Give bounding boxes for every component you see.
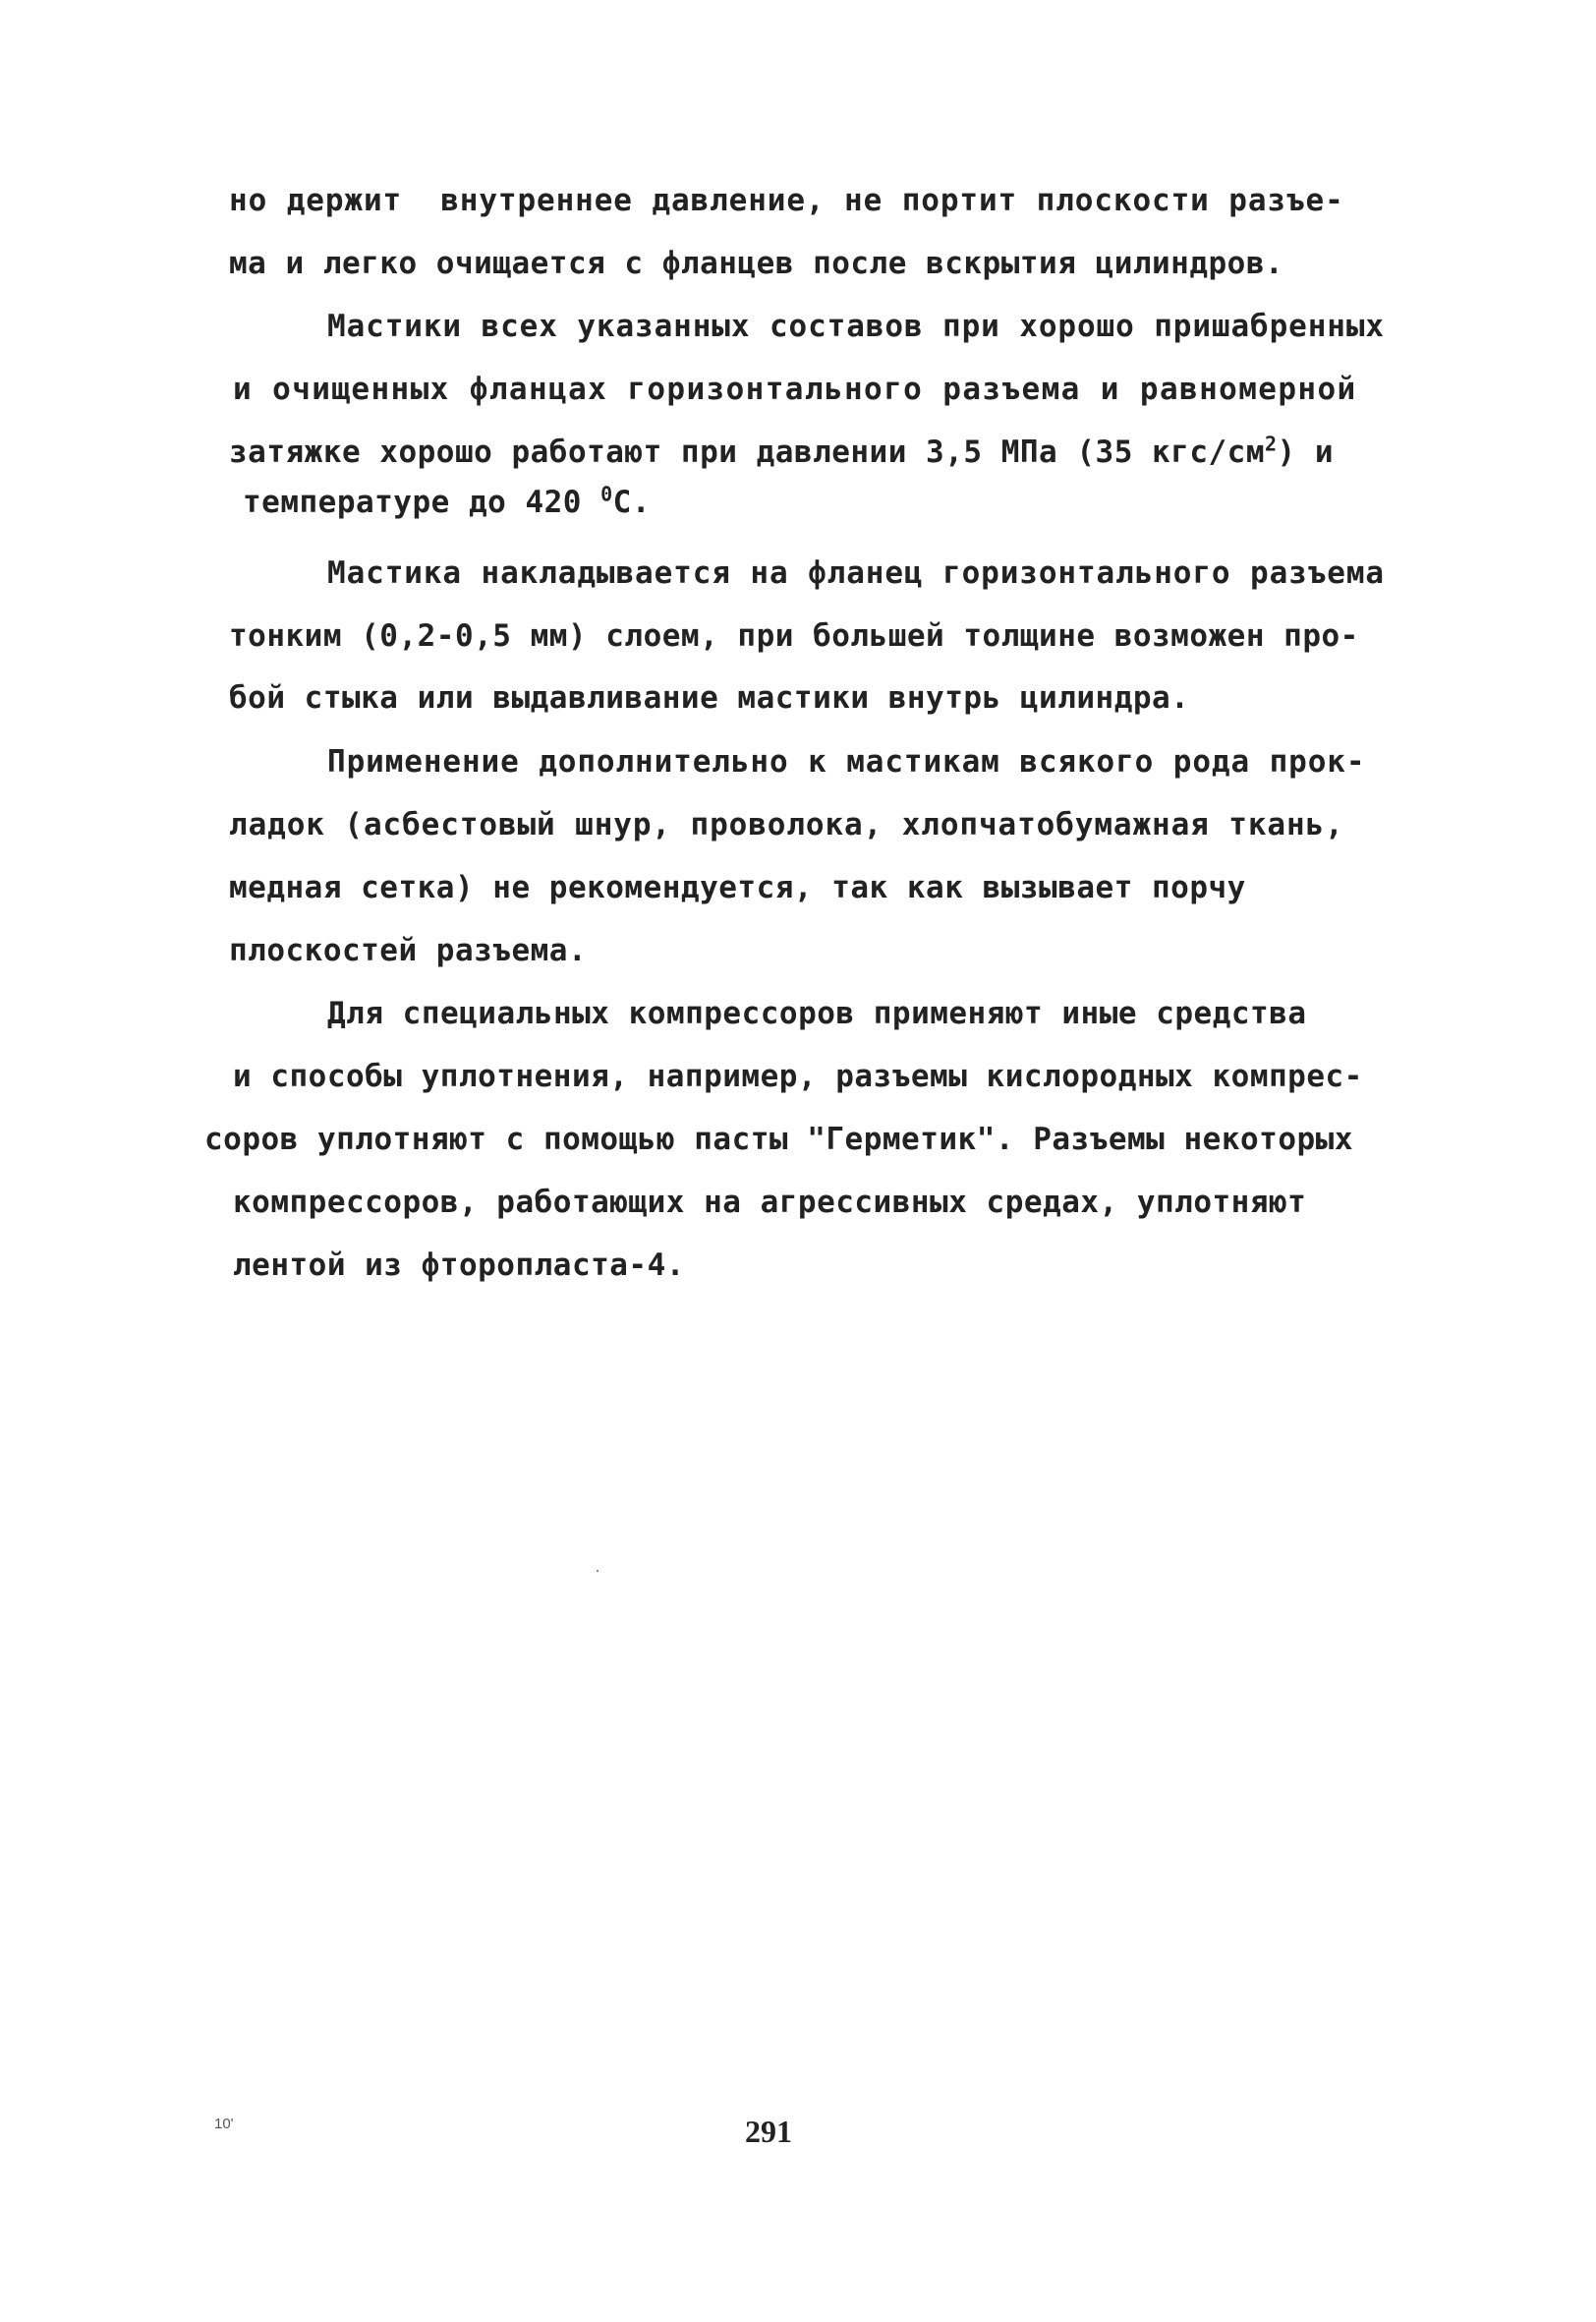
- text-line: бой стыка или выдавливание мастики внутрь цилиндра.: [229, 680, 1190, 716]
- superscript: 2: [1265, 432, 1278, 456]
- text-line: но держит внутреннее давление, не портит плоскости разъе-: [229, 183, 1344, 218]
- text-line: [229, 433, 1334, 472]
- superscript: 0: [600, 482, 613, 506]
- page-number: 291: [745, 2114, 792, 2149]
- text-line-tail: С.: [612, 485, 651, 520]
- text-line: тонким (0,2-0,5 мм) слоем, при большей толщине возможен про-: [229, 618, 1359, 654]
- text-line: Мастика накладывается на фланец горизонтального разъема: [327, 555, 1385, 591]
- text-line: плоскостей разъема.: [229, 933, 588, 968]
- text-line-tail: ) и: [1277, 435, 1335, 470]
- scan-speck: [597, 1570, 598, 1572]
- text-line-main: затяжке хорошо работают при давлении 3,5 МПа (35 кгс/см: [229, 435, 1265, 470]
- text-line: медная сетка) не рекомендуется, так как вызывает порчу: [229, 870, 1246, 905]
- text-line: ма и легко очищается с фланцев после вскрытия цилиндров.: [229, 246, 1284, 281]
- text-line: ладок (асбестовый шнур, проволока, хлопчатобумажная ткань,: [229, 807, 1344, 842]
- text-line: Для специальных компрессоров применяют иные средства: [327, 996, 1307, 1031]
- text-line: компрессоров, работающих на агрессивных средах, уплотняют: [233, 1185, 1307, 1220]
- margin-mark: 10': [214, 2116, 234, 2132]
- text-line: и способы уплотнения, например, разъемы кислородных компрес-: [233, 1059, 1363, 1094]
- text-line: и очищенных фланцах горизонтального разъема и равномерной: [233, 372, 1357, 407]
- text-line: Мастики всех указанных составов при хорошо пришабренных: [327, 309, 1385, 344]
- text-line: Применение дополнительно к мастикам всякого рода прок-: [327, 744, 1366, 780]
- text-line: [243, 483, 651, 522]
- text-line: лентой из фторопласта-4.: [233, 1248, 685, 1283]
- text-line: соров уплотняют с помощью пасты "Герметик". Разъемы некоторых: [204, 1122, 1353, 1157]
- text-line-main: температуре до 420: [243, 485, 601, 520]
